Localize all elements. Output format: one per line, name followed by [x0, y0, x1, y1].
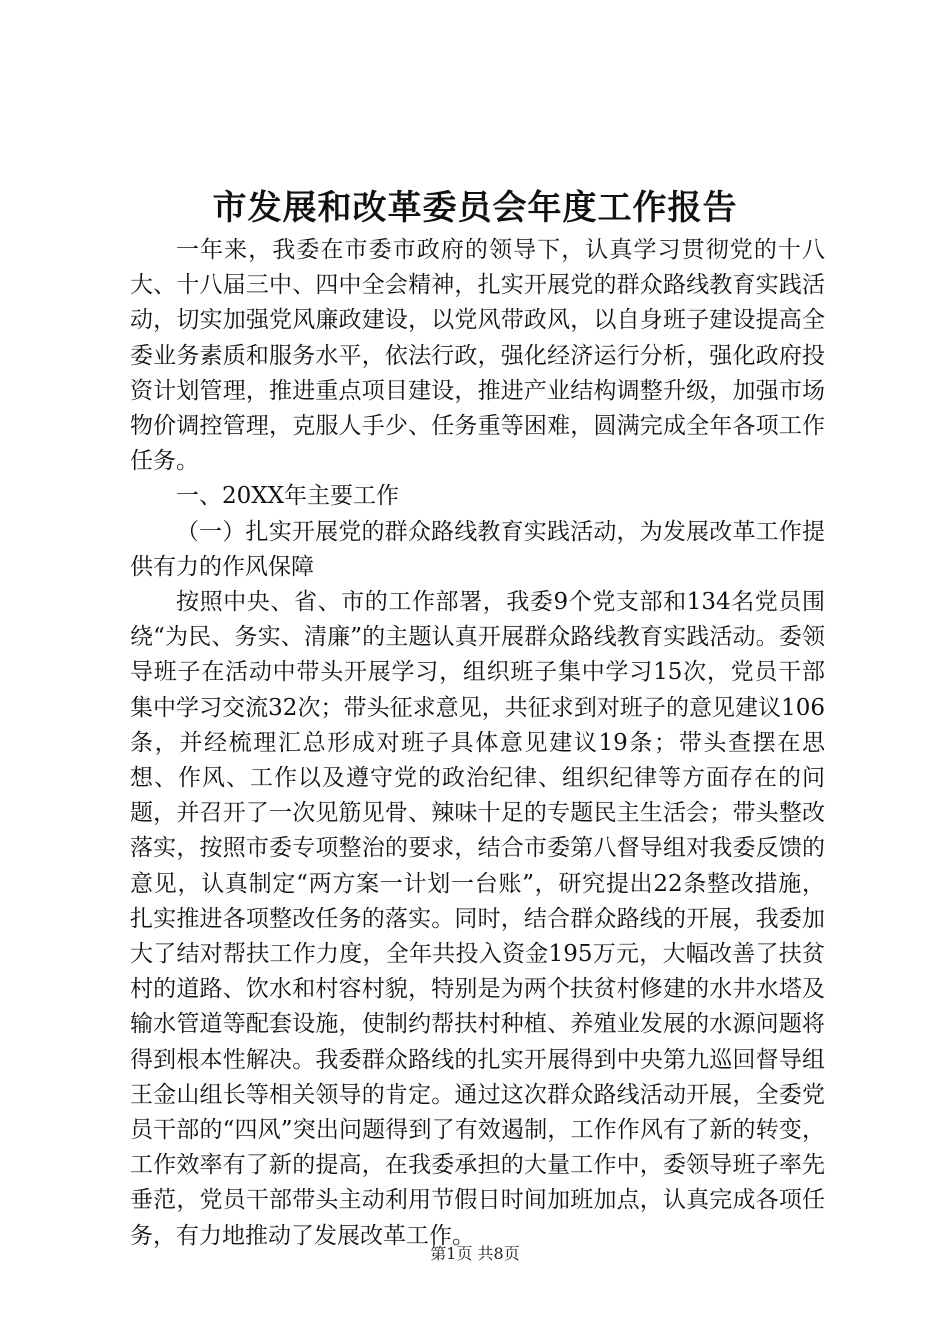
section-heading: 一、20XX年主要工作: [176, 483, 400, 510]
document-body: [130, 233, 825, 1254]
subsection-heading: （一）扎实开展党的群众路线教育实践活动，为发展改革工作提供有力的作风保障: [130, 518, 825, 580]
document-title: 市发展和改革委员会年度工作报告: [212, 188, 738, 228]
paragraph-intro: 一年来，我委在市委市政府的领导下，认真学习贯彻党的十八大、十八届三中、四中全会精神，扎实开展党的群众路线教育实践活动，切实加强党风廉政建设，以党风带政风，以自身班子建设提高全委业务素质和服务水平，依法行政，强化经济运行分析，强化政府投资计划管理，推进重点项目建设，推进产业结构调整升级，加强市场物价调控管理，克服人手少、任务重等困难，圆满完成全年各项工作任务。: [130, 237, 825, 475]
page-number-footer: 第1页 共8页: [430, 1244, 520, 1263]
paragraph-body: 按照中央、省、市的工作部署，我委9个党支部和134名党员围绕“为民、务实、清廉”的主题认真开展群众路线教育实践活动。委领导班子在活动中带头开展学习，组织班子集中学习15次，党员干部集中学习交流32次；带头征求意见，共征求到对班子的意见建议106条，并经梳理汇总形成对班子具体意见建议19条；带头查摆在思想、作风、工作以及遵守党的政治纪律、组织纪律等方面存在的问题，并召开了一次见筋见骨、辣味十足的专题民主生活会；带头整改落实，按照市委专项整治的要求，结合市委第八督导组对我委反馈的意见，认真制定“两方案一计划一台账”，研究提出22条整改措施，扎实推进各项整改任务的落实。同时，结合群众路线的开展，我委加大了结对帮扶工作力度，全年共投入资金195万元，大幅改善了扶贫村的道路、饮水和村容村貌，特别是为两个扶贫村修建的水井水塔及输水管道等配套设施，使制约帮扶村种植、养殖业发展的水源问题将得到根本性解决。我委群众路线的扎实开展得到中央第九巡回督导组王金山组长等相关领导的肯定。通过这次群众路线活动开展，全委党员干部的“四风”突出问题得到了有效遏制，工作作风有了新的转变，工作效率有了新的提高，在我委承担的大量工作中，委领导班子率先垂范，党员干部带头主动利用节假日时间加班加点，认真完成各项任务，有力地推动了发展改革工作。: [130, 589, 825, 1249]
